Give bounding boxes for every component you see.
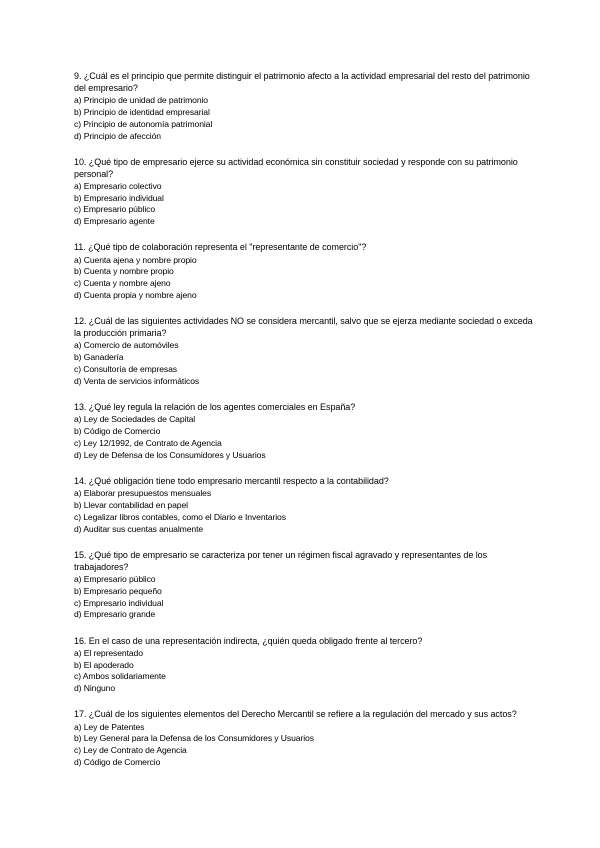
option-b: b) Empresario pequeño (74, 585, 162, 596)
option-c: c) Legalizar libros contables, como el Diario e Inventarios (74, 511, 286, 522)
option-c: c) Empresario individual (74, 597, 164, 608)
option-d: d) Empresario agente (74, 216, 155, 227)
question-17 (74, 709, 534, 769)
question-list (74, 71, 534, 783)
option-a: a) Ley de Patentes (74, 721, 145, 732)
option-list (74, 181, 534, 229)
question-12 (74, 316, 534, 388)
option-c: c) Ambos solidariamente (74, 671, 166, 682)
option-a: a) Principio de unidad de patrimonio (74, 94, 208, 105)
question-text: 15. ¿Qué tipo de empresario se caracteriza por tener un régimen fiscal agravado y representantes de los trabajadores? (74, 549, 488, 572)
option-a: a) Empresario colectivo (74, 180, 162, 191)
option-c: c) Principio de autonomía patrimonial (74, 118, 213, 129)
question-text: 16. En el caso de una representación indirecta, ¿quién queda obligado frente al tercero? (74, 635, 423, 646)
option-list (74, 95, 534, 143)
question-text: 12. ¿Cuál de las siguientes actividades NO se considera mercantil, salvo que se ejerza mediante sociedad o exceda la producción primaria? (74, 316, 533, 339)
option-b: b) El apoderado (74, 659, 134, 670)
option-a: a) Comercio de automóviles (74, 340, 179, 351)
option-c: c) Ley 12/1992, de Contrato de Agencia (74, 437, 222, 448)
question-11 (74, 242, 534, 302)
option-d: d) Ley de Defensa de los Consumidores y Usuarios (74, 449, 266, 460)
option-a: a) Elaborar presupuestos mensuales (74, 488, 212, 499)
question-13 (74, 402, 534, 462)
option-list (74, 574, 534, 622)
option-a: a) Ley de Sociedades de Capital (74, 414, 196, 425)
option-a: a) Cuenta ajena y nombre propio (74, 254, 197, 265)
option-list (74, 414, 534, 462)
question-text: 11. ¿Qué tipo de colaboración representa el "representante de comercio"? (74, 242, 367, 253)
option-b: b) Empresario individual (74, 192, 164, 203)
question-15 (74, 550, 534, 622)
question-10 (74, 157, 534, 229)
option-d: d) Cuenta propia y nombre ajeno (74, 290, 197, 301)
option-list (74, 488, 534, 536)
option-c: c) Cuenta y nombre ajeno (74, 278, 171, 289)
option-list (74, 648, 534, 696)
option-d: d) Principio de afección (74, 130, 161, 141)
question-9 (74, 71, 534, 143)
question-text: 10. ¿Qué tipo de empresario ejerce su actividad económica sin constituir sociedad y responde con su patrimonio personal? (74, 156, 518, 179)
question-16 (74, 636, 534, 696)
option-list (74, 722, 534, 770)
question-text: 17. ¿Cuál de los siguientes elementos del Derecho Mercantil se refiere a la regulación del mercado y sus actos? (74, 709, 517, 720)
option-b: b) Ley General para la Defensa de los Consumidores y Usuarios (74, 733, 314, 744)
option-b: b) Código de Comercio (74, 426, 161, 437)
option-d: d) Código de Comercio (74, 757, 161, 768)
option-list (74, 340, 534, 388)
option-b: b) Cuenta y nombre propio (74, 266, 174, 277)
option-d: d) Empresario grande (74, 609, 156, 620)
question-text: 9. ¿Cuál es el principio que permite distinguir el patrimonio afecto a la actividad empresarial del resto del patrimonio del empresario? (74, 71, 530, 93)
question-text: 13. ¿Qué ley regula la relación de los agentes comerciales en España? (74, 402, 356, 413)
option-c: c) Empresario público (74, 204, 156, 215)
option-a: a) Empresario público (74, 573, 156, 584)
option-list (74, 255, 534, 303)
option-b: b) Ganadería (74, 352, 124, 363)
option-c: c) Ley de Contrato de Agencia (74, 745, 187, 756)
option-b: b) Principio de identidad empresarial (74, 106, 210, 117)
option-d: d) Auditar sus cuentas anualmente (74, 523, 204, 534)
option-d: d) Ninguno (74, 683, 116, 694)
question-text: 14. ¿Qué obligación tiene todo empresario mercantil respecto a la contabilidad? (74, 475, 389, 486)
option-d: d) Venta de servicios informáticos (74, 375, 200, 386)
question-14 (74, 476, 534, 536)
option-c: c) Consultoría de empresas (74, 364, 177, 375)
option-b: b) Llevar contabilidad en papel (74, 499, 188, 510)
option-a: a) El representado (74, 647, 143, 658)
